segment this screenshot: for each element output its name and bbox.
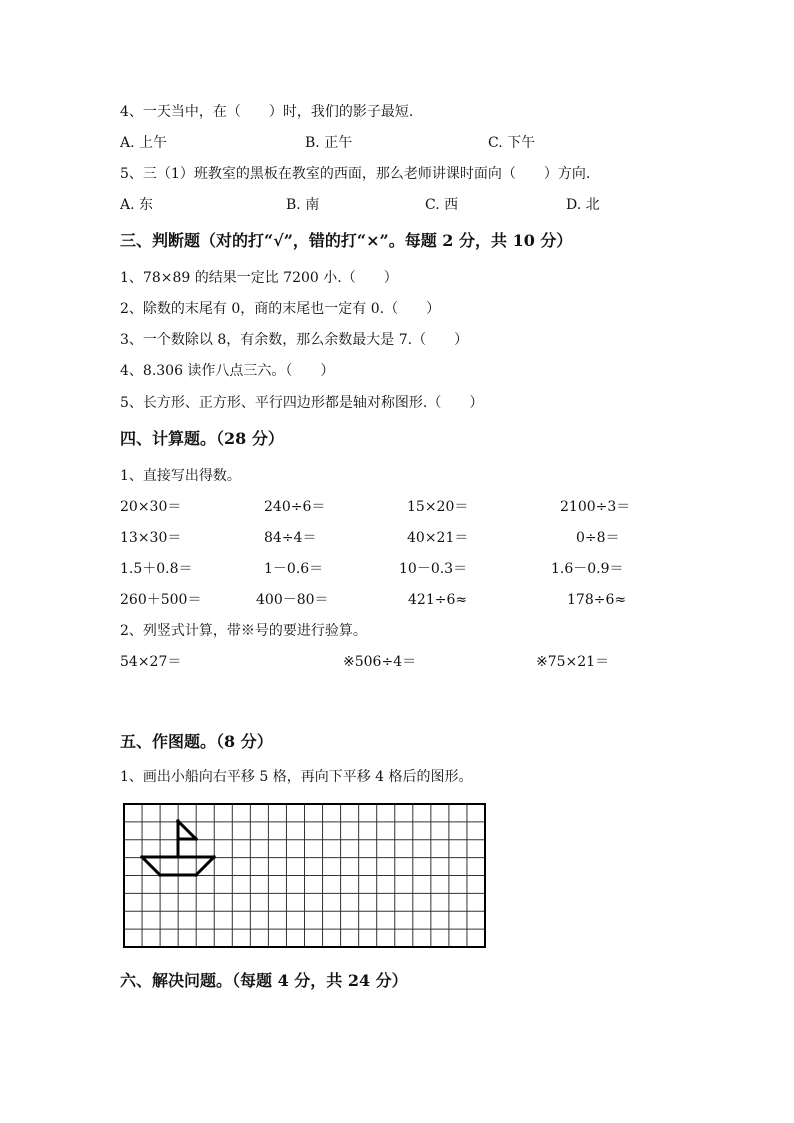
calc-r3-c2: 1－0.6＝: [264, 561, 324, 577]
calc-r4-c3: 421÷6≈: [408, 592, 468, 608]
q5-option-c: C. 西: [425, 197, 459, 213]
calc-r1-c3: 15×20＝: [407, 499, 469, 515]
calc-r3-c3: 10－0.3＝: [399, 561, 468, 577]
calc-r1-c4: 2100÷3＝: [560, 499, 631, 515]
question-4: 4、一天当中，在（ ）时，我们的影子最短.: [120, 104, 414, 120]
section-5-title: 五、作图题。（8 分）: [120, 732, 273, 751]
judge-item-1: 1、78×89 的结果一定比 7200 小.（ ）: [120, 270, 398, 286]
q5-option-d: D. 北: [566, 197, 600, 213]
calc-r1-c2: 240÷6＝: [264, 499, 326, 515]
boat-hull-left: [142, 857, 160, 875]
judge-item-4: 4、8.306 读作八点三六。（ ）: [120, 363, 335, 379]
calc-r4-c4: 178÷6≈: [567, 592, 627, 608]
q5-option-b: B. 南: [286, 197, 320, 213]
judge-item-3: 3、一个数除以 8，有余数，那么余数最大是 7.（ ）: [120, 332, 469, 348]
vertical-calc-3: ※75×21＝: [536, 654, 610, 670]
q4-option-a: A. 上午: [120, 135, 168, 151]
boat-sail-diagonal: [178, 821, 196, 839]
section-6-title: 六、解决问题。（每题 4 分，共 24 分）: [120, 971, 408, 990]
q4-option-b: B. 正午: [305, 135, 353, 151]
boat-hull-right: [196, 857, 214, 875]
calc-r4-c1: 260＋500＝: [120, 592, 202, 608]
grid-svg: [123, 803, 487, 949]
question-5: 5、三（1）班教室的黑板在教室的西面，那么老师讲课时面向（ ）方向.: [120, 166, 591, 182]
judge-item-2: 2、除数的末尾有 0，商的末尾也一定有 0.（ ）: [120, 301, 441, 317]
calc-r3-c1: 1.5＋0.8＝: [120, 561, 193, 577]
vertical-calc-2: ※506÷4＝: [343, 654, 417, 670]
section-4-title: 四、计算题。（28 分）: [120, 429, 284, 448]
calc-r2-c3: 40×21＝: [407, 530, 469, 546]
calc-r2-c1: 13×30＝: [120, 530, 182, 546]
calc-r1-c1: 20×30＝: [120, 499, 182, 515]
vertical-calc-1: 54×27＝: [120, 654, 182, 670]
calc-r3-c4: 1.6－0.9＝: [551, 561, 624, 577]
calc-question-1: 1、直接写出得数。: [120, 468, 241, 484]
section-3-title: 三、判断题（对的打“√”，错的打“×”。每题 2 分，共 10 分）: [120, 231, 573, 250]
drawing-grid[interactable]: [123, 803, 487, 953]
calc-question-2: 2、列竖式计算，带※号的要进行验算。: [120, 623, 367, 639]
q4-option-c: C. 下午: [488, 135, 536, 151]
drawing-question-1: 1、画出小船向右平移 5 格，再向下平移 4 格后的图形。: [120, 769, 473, 785]
calc-r2-c4: 0÷8＝: [576, 530, 620, 546]
calc-r4-c2: 400－80＝: [256, 592, 329, 608]
q5-option-a: A. 东: [120, 197, 154, 213]
judge-item-5: 5、长方形、正方形、平行四边形都是轴对称图形.（ ）: [120, 395, 484, 411]
calc-r2-c2: 84÷4＝: [264, 530, 317, 546]
